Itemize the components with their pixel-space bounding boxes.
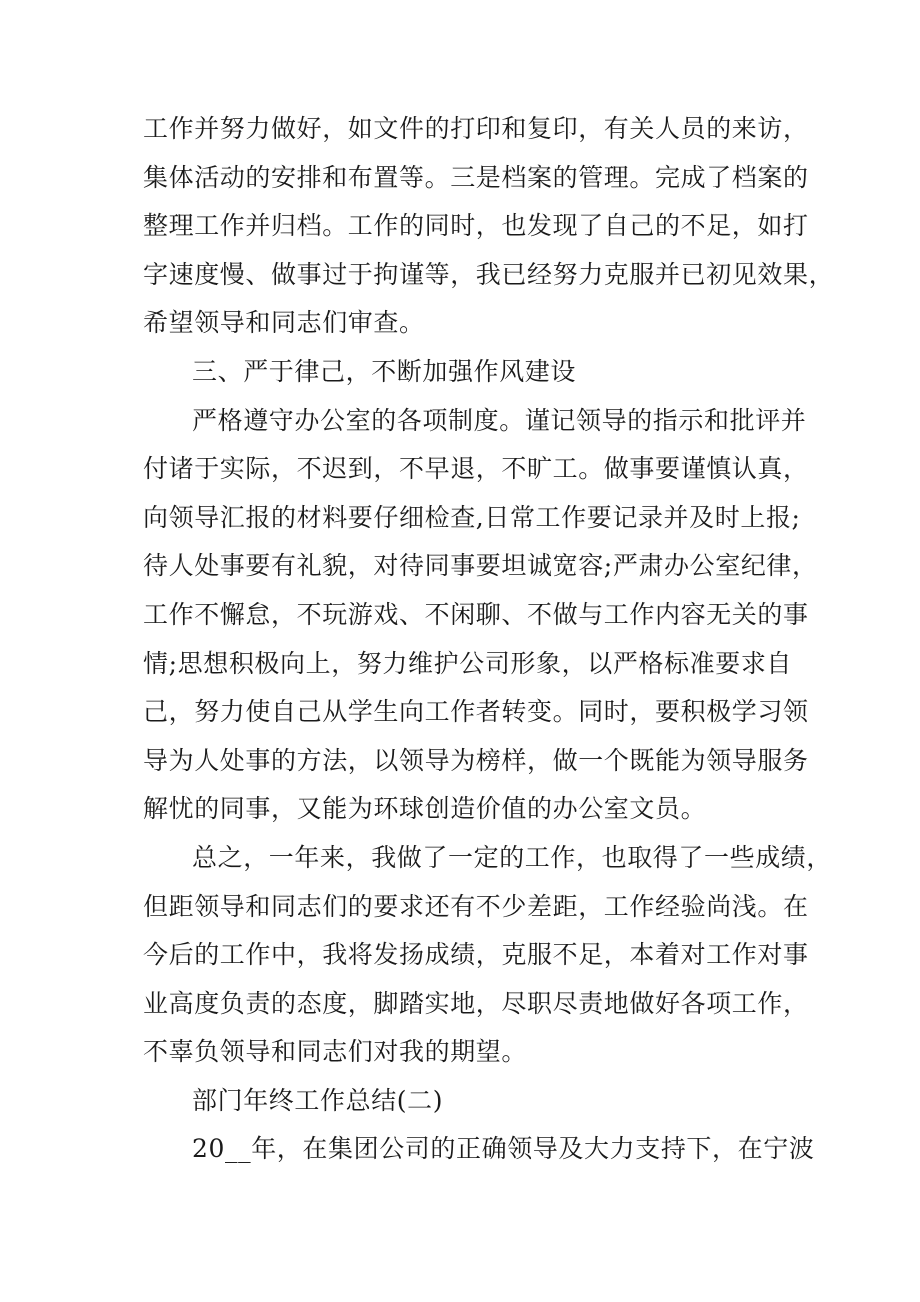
- text-line: 字速度慢、做事过于拘谨等，我已经努力克服并已初见效果，: [143, 259, 835, 289]
- text-line: 解忧的同事，又能为环球创造价值的办公室文员。: [143, 794, 707, 824]
- paragraph-work-duties: [143, 105, 835, 348]
- text-line: 不辜负领导和同志们对我的期望。: [143, 1037, 528, 1067]
- text-line: 希望领导和同志们审查。: [143, 308, 425, 338]
- section-heading-summary-two: [143, 1077, 783, 1126]
- text-line: 情;思想积极向上，努力维护公司形象，以严格标准要求自: [143, 648, 793, 678]
- section-heading-discipline: [143, 348, 783, 397]
- text-line: 导为人处事的方法，以领导为榜样，做一个既能为领导服务: [143, 745, 809, 775]
- text-line: 20__年，在集团公司的正确领导及大力支持下，在宁波: [192, 1134, 815, 1164]
- text-line: 但距领导和同志们的要求还有不少差距，工作经验尚浅。在: [143, 891, 809, 921]
- text-line: 己，努力使自己从学生向工作者转变。同时，要积极学习领: [143, 697, 809, 727]
- text-line: 付诸于实际，不迟到，不早退，不旷工。做事要谨慎认真，: [143, 454, 809, 484]
- section-heading: 三、严于律己，不断加强作风建设: [192, 356, 577, 386]
- text-line: 工作不懈怠，不玩游戏、不闲聊、不做与工作内容无关的事: [143, 599, 809, 629]
- paragraph-rules: [143, 397, 818, 834]
- text-line: 业高度负责的态度，脚踏实地，尽职尽责地做好各项工作，: [143, 988, 809, 1018]
- section-heading: 部门年终工作总结(二): [192, 1085, 444, 1115]
- paragraph-year-intro: [143, 1125, 815, 1174]
- document-body: [143, 105, 835, 1174]
- text-line: 向领导汇报的材料要仔细检查,日常工作要记录并及时上报;: [143, 502, 801, 532]
- text-line: 今后的工作中，我将发扬成绩，克服不足，本着对工作对事: [143, 940, 809, 970]
- text-line: 整理工作并归档。工作的同时，也发现了自己的不足，如打: [143, 211, 809, 241]
- text-line: 严格遵守办公室的各项制度。谨记领导的指示和批评并: [192, 405, 807, 435]
- text-line: 工作并努力做好，如文件的打印和复印，有关人员的来访，: [143, 114, 809, 143]
- text-line: 总之，一年来，我做了一定的工作，也取得了一些成绩，: [192, 842, 833, 872]
- text-line: 待人处事要有礼貌，对待同事要坦诚宽容;严肃办公室纪律，: [143, 551, 818, 581]
- text-line: 集体活动的安排和布置等。三是档案的管理。完成了档案的: [143, 162, 809, 192]
- paragraph-summary: [143, 834, 833, 1077]
